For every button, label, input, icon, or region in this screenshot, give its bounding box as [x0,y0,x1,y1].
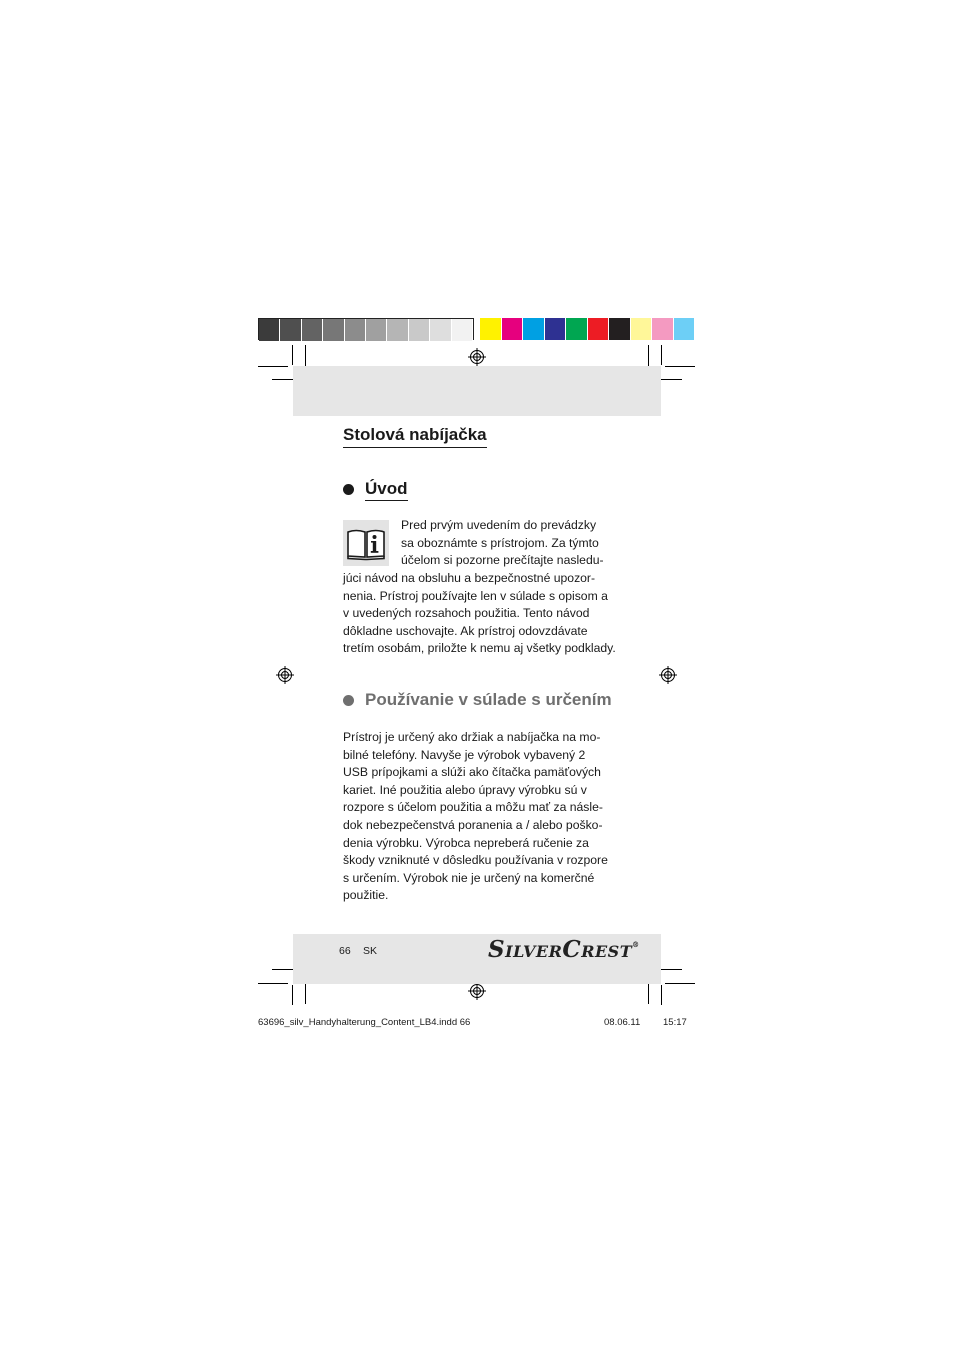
crop-mark [665,983,695,984]
text-line: USB prípojkami a slúži ako čítačka pamäťových [343,765,601,780]
text-line: rozpore s účelom použitia a môžu mať za násle- [343,800,603,815]
color-swatch [430,319,451,341]
color-swatch [280,319,301,341]
text-line: denia výrobku. Výrobca nepreberá ručenie za [343,835,589,850]
text-line: dok nebezpečenstvá poranenia a / alebo poško- [343,817,603,832]
section-heading-text: Používanie v súlade s určením [365,690,612,709]
process-color-bar [480,318,695,340]
color-swatch [259,319,280,341]
registration-mark-icon [468,982,486,1000]
section-heading-intro [343,478,408,501]
info-manual-icon [343,520,389,566]
intro-paragraph-indented [401,517,604,570]
gray-color-bar [258,318,474,340]
crop-mark [665,366,695,367]
text-line: tretím osobám, priložte k nemu aj všetky podklady. [343,641,616,656]
bullet-icon [343,484,354,495]
color-swatch [502,318,524,340]
text-line: kariet. Iné použitia alebo úpravy výrobku sú v [343,782,587,797]
header-band [293,366,661,416]
slug-date: 08.06.11 [604,1017,641,1028]
bullet-icon [343,695,354,706]
color-swatch [652,318,674,340]
text-line: bilné telefóny. Navyše je výrobok vybavený 2 [343,747,586,762]
page-number: 66 [339,945,351,957]
intended-use-paragraph [343,729,608,905]
color-swatch [452,319,473,341]
slug-time: 15:17 [663,1017,687,1028]
color-swatch [545,318,567,340]
text-line: júci návod na obsluhu a bezpečnostné upozor- [343,571,596,585]
registration-mark-icon [659,666,677,684]
color-swatch [323,319,344,341]
section-heading-intended-use [343,689,612,711]
text-line: dôkladne uschovajte. Ak prístroj odovzdávate [343,623,588,638]
crop-mark [292,985,293,1005]
color-swatch [409,319,430,341]
color-swatch [345,319,366,341]
text-line: sa oboznámte s prístrojom. Za týmto [401,535,599,550]
intro-paragraph [343,570,616,658]
color-swatch [588,318,610,340]
language-code: SK [363,945,378,957]
text-line: s určením. Výrobok nie je určený na komerčné [343,870,595,885]
color-swatch [631,318,653,340]
color-swatch [366,319,387,341]
crop-mark [661,345,662,365]
text-line: nenia. Prístroj používajte len v súlade s opisom a [343,588,608,603]
section-heading-text: Úvod [365,478,408,501]
color-swatch [566,318,588,340]
slug-filename: 63696_silv_Handyhalterung_Content_LB4.indd 66 [258,1017,471,1028]
text-line: účelom si pozorne prečítajte nasledu- [401,553,604,568]
text-line: škody vzniknuté v dôsledku používania v rozpore [343,853,608,868]
crop-mark [258,366,288,367]
color-swatch [302,319,323,341]
crop-mark [292,345,293,365]
text-line: použitie. [343,888,389,903]
color-swatch [387,319,408,341]
crop-mark [661,985,662,1005]
color-swatch [609,318,631,340]
text-line: v uvedených rozsahoch použitia. Tento návod [343,606,590,621]
color-swatch [674,318,696,340]
color-swatch [523,318,545,340]
registration-mark-icon [276,666,294,684]
text-line: Prístroj je určený ako držiak a nabíjačka na mo- [343,730,601,744]
brand-logo: SILVERCREST® [488,936,640,963]
color-swatch [480,318,502,340]
registration-mark-icon [468,348,486,366]
text-line: Pred prvým uvedením do prevádzky [401,518,597,532]
crop-mark [258,983,288,984]
page-title: Stolová nabíjačka [343,424,487,448]
